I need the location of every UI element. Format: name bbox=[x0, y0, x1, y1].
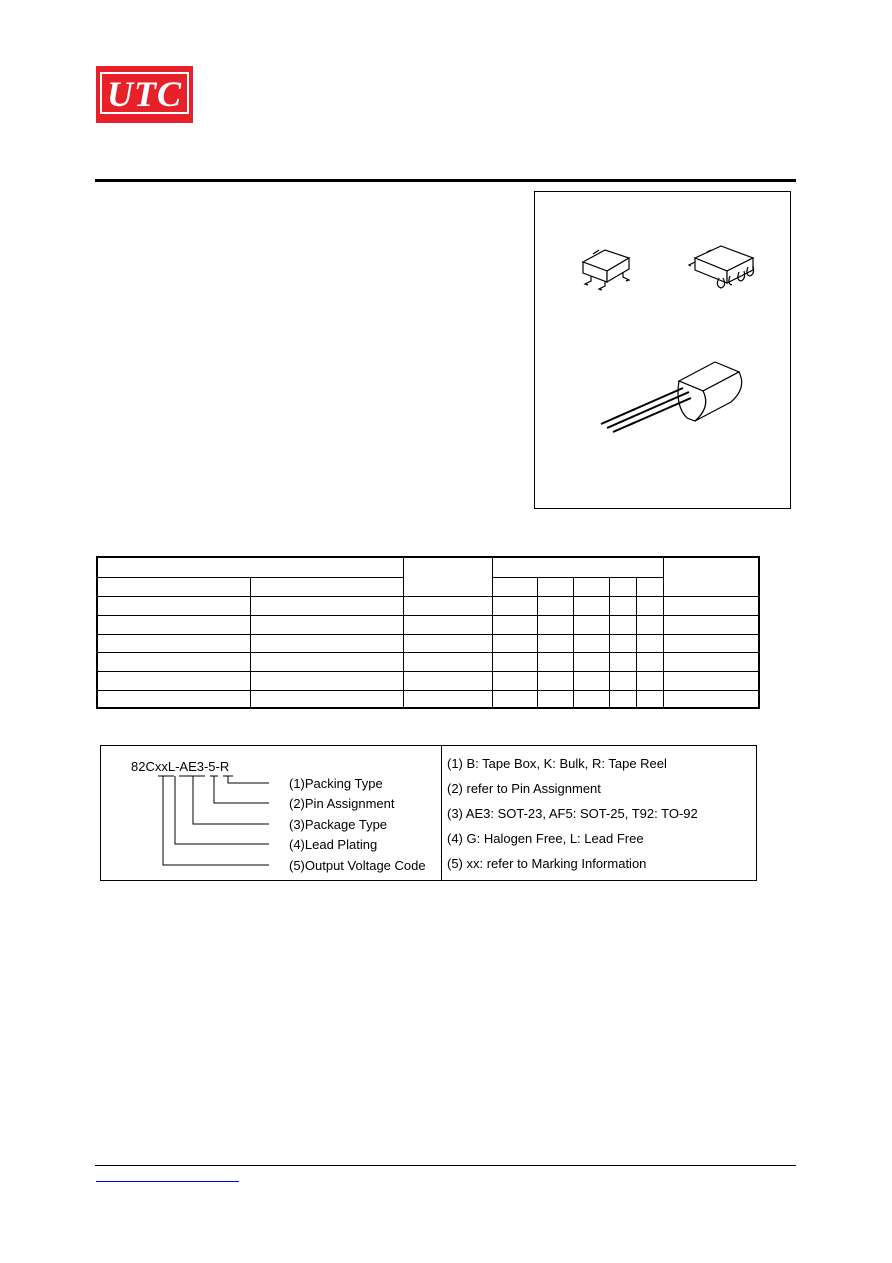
table-header-cell bbox=[537, 577, 573, 596]
field-description-3: (3) AE3: SOT-23, AF5: SOT-25, T92: TO-92 bbox=[447, 806, 698, 821]
package-drawings bbox=[535, 192, 792, 510]
footer-rule bbox=[95, 1165, 796, 1166]
table-header-cell bbox=[573, 577, 609, 596]
field-label-pin-assignment: (2)Pin Assignment bbox=[289, 796, 395, 811]
field-label-output-voltage-code: (5)Output Voltage Code bbox=[289, 858, 426, 873]
ordering-table bbox=[96, 556, 760, 709]
field-description-5: (5) xx: refer to Marking Information bbox=[447, 856, 647, 871]
package-illustration-box bbox=[534, 191, 791, 509]
logo-frame bbox=[100, 72, 189, 114]
ordering-divider bbox=[441, 746, 442, 880]
field-description-2: (2) refer to Pin Assignment bbox=[447, 781, 601, 796]
table-row bbox=[97, 615, 759, 634]
table-row bbox=[97, 671, 759, 690]
table-header-cell bbox=[636, 577, 663, 596]
sot25-package-icon bbox=[689, 246, 754, 288]
table-row bbox=[97, 634, 759, 652]
field-description-4: (4) G: Halogen Free, L: Lead Free bbox=[447, 831, 644, 846]
field-label-lead-plating: (4)Lead Plating bbox=[289, 837, 378, 852]
table-header-cell bbox=[663, 557, 759, 596]
field-label-package-type: (3)Package Type bbox=[289, 817, 388, 832]
to92-package-icon bbox=[601, 362, 742, 432]
utc-logo bbox=[96, 66, 193, 123]
table-row bbox=[97, 690, 759, 708]
table-header-row bbox=[97, 557, 759, 577]
table-header-cell bbox=[97, 557, 403, 577]
logo-text: UTC bbox=[107, 74, 182, 114]
field-label-packing-type: (1)Packing Type bbox=[289, 776, 383, 791]
field-description-1: (1) B: Tape Box, K: Bulk, R: Tape Reel bbox=[447, 756, 667, 771]
sot23-package-icon bbox=[583, 250, 629, 290]
table-header-cell bbox=[492, 577, 537, 596]
header-rule bbox=[95, 179, 796, 182]
table-header-cell bbox=[609, 577, 636, 596]
part-number: 82CxxL-AE3-5-R bbox=[131, 759, 230, 774]
table-header-cell bbox=[250, 577, 403, 596]
ordering-info-box bbox=[100, 745, 757, 881]
footer-link-underline[interactable] bbox=[96, 1181, 239, 1182]
table-header-cell bbox=[403, 557, 492, 596]
table-header-cell bbox=[97, 577, 250, 596]
table-header-cell bbox=[492, 557, 663, 577]
table-row bbox=[97, 652, 759, 671]
table-row bbox=[97, 596, 759, 615]
